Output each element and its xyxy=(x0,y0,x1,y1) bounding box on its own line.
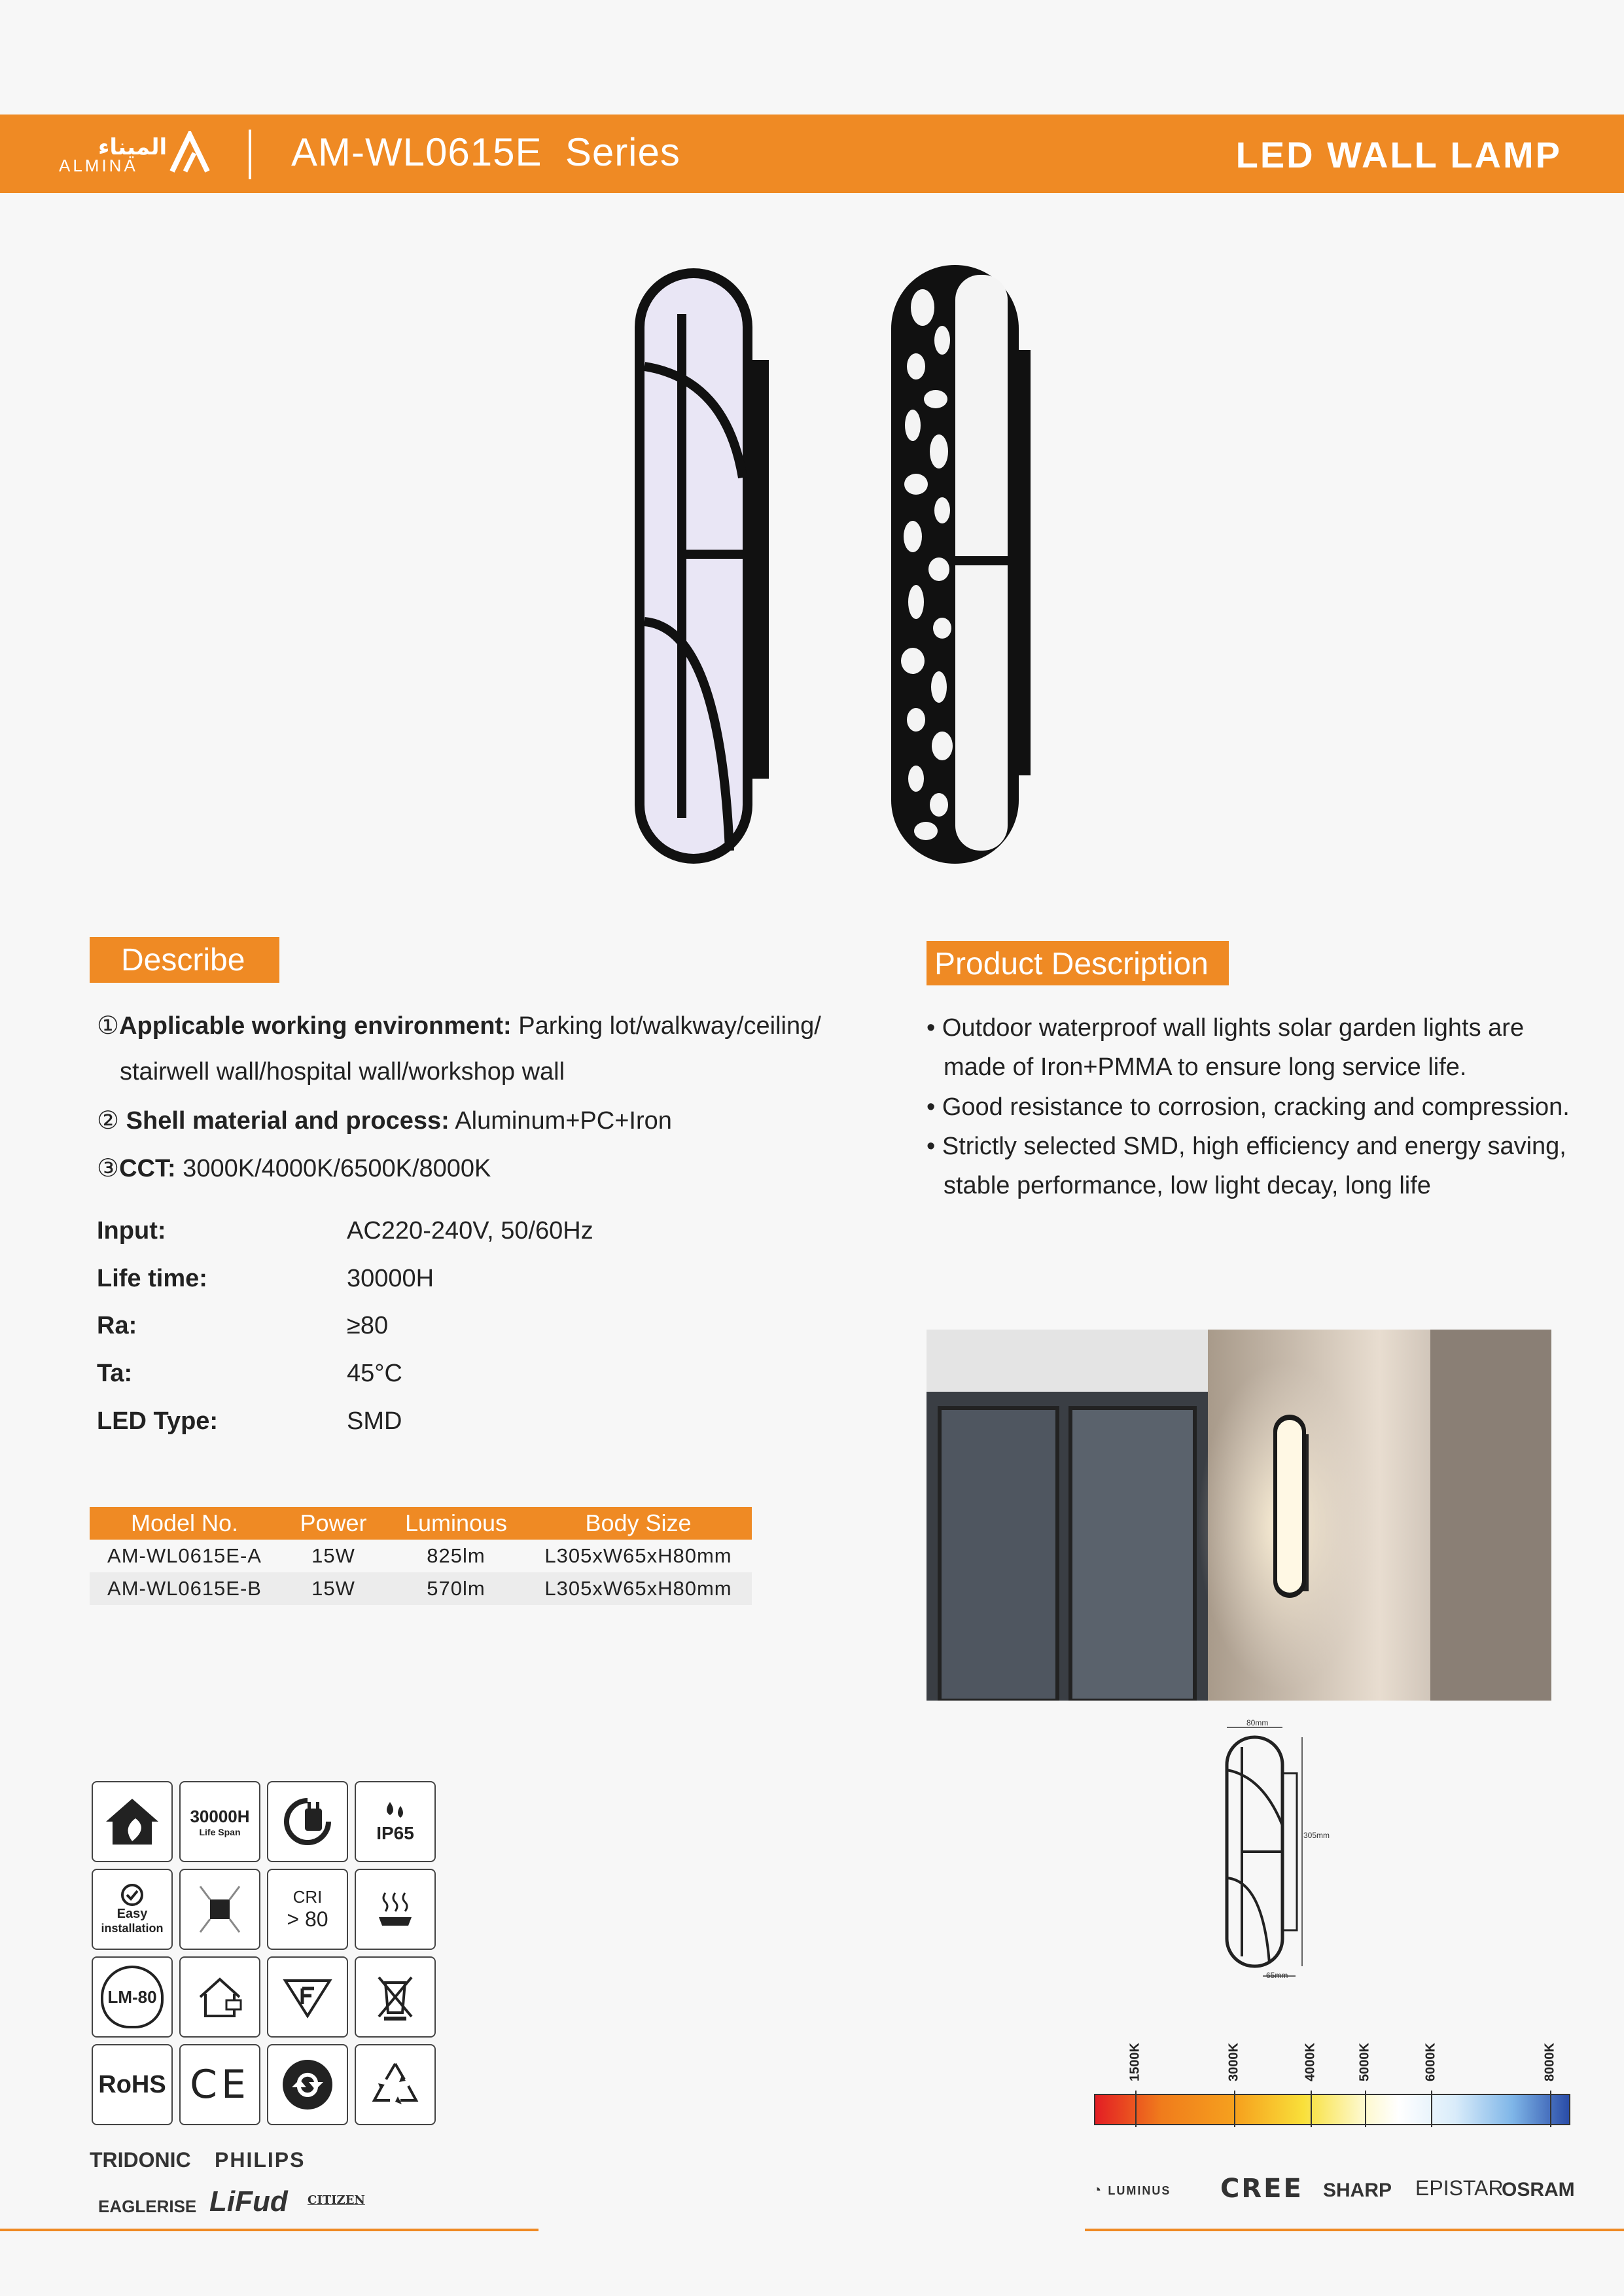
cct-tick-label: 5000K xyxy=(1357,2043,1372,2081)
model-table xyxy=(90,1507,752,1605)
table-cell: L305xW65xH80mm xyxy=(544,1544,732,1567)
lm80-label: LM-80 xyxy=(101,1966,164,2028)
bottom-line-left xyxy=(0,2229,538,2231)
cct-color-bar xyxy=(1094,2094,1570,2125)
product-desc-line: • Outdoor waterproof wall lights solar garden lights are xyxy=(927,1014,1525,1042)
table-header: Power xyxy=(279,1507,387,1540)
installation-label: installation xyxy=(101,1922,164,1935)
dim-length: 305mm xyxy=(1303,1831,1330,1840)
cct-tick-label: 8000K xyxy=(1542,2043,1557,2081)
describe-item-1: ①Applicable working environment: Parking lot/walkway/ceiling/ xyxy=(97,1012,821,1040)
bottom-line-right xyxy=(1085,2229,1624,2231)
cct-tick-label: 3000K xyxy=(1226,2043,1241,2081)
spec-value: 30000H xyxy=(347,1265,434,1292)
lamp-b-image xyxy=(877,262,1073,870)
cct-tick-line xyxy=(1431,2091,1432,2127)
logo-latin: ALMINA xyxy=(59,156,138,175)
feature-icons-grid xyxy=(92,1781,436,2125)
rohs-icon xyxy=(92,2044,173,2125)
table-cell: L305xW65xH80mm xyxy=(525,1572,752,1605)
describe-item-1b: stairwell wall/hospital wall/workshop wall xyxy=(120,1058,565,1086)
ip65-icon xyxy=(355,1781,436,1862)
brand-epistar: EPISTAR xyxy=(1415,2176,1504,2200)
cri-label: CRI xyxy=(292,1887,323,1907)
table-cell: AM-WL0615E-B xyxy=(90,1572,279,1605)
weee-bin-icon xyxy=(355,1956,436,2038)
lamp-a-image xyxy=(622,262,805,870)
recycle-triangle-icon xyxy=(355,2044,436,2125)
ip-rating: IP65 xyxy=(376,1823,414,1843)
product-description-label: Product Description xyxy=(927,941,1229,985)
brand-citizen: CITIZEN xyxy=(308,2193,365,2207)
brand-cree: CREE xyxy=(1220,2174,1303,2204)
rohs-label: RoHS xyxy=(98,2070,166,2098)
dim-width: 80mm xyxy=(1246,1718,1269,1727)
f-mark-icon xyxy=(267,1956,348,2038)
category-title: LED WALL LAMP xyxy=(1235,134,1562,175)
product-desc-line: • Strictly selected SMD, high efficiency and energy saving, xyxy=(927,1133,1566,1160)
spec-value: ≥80 xyxy=(347,1312,389,1339)
spec-value: SMD xyxy=(347,1407,402,1435)
product-desc-line: • Good resistance to corrosion, cracking and compression. xyxy=(927,1093,1570,1121)
brand-philips: PHILIPS xyxy=(215,2148,306,2172)
brand-sharp: SHARP xyxy=(1323,2180,1392,2201)
indoor-house-icon xyxy=(179,1956,260,2038)
cct-tick-label: 6000K xyxy=(1423,2043,1438,2081)
table-cell: 825lm xyxy=(427,1544,485,1567)
cct-tick-line xyxy=(1365,2091,1366,2127)
lifespan-text: Life Span xyxy=(199,1826,241,1837)
product-desc-line: made of Iron+PMMA to ensure long service life. xyxy=(944,1053,1467,1081)
product-desc-line: stable performance, low light decay, long life xyxy=(944,1172,1431,1199)
cct-tick-line xyxy=(1550,2091,1551,2127)
spec-key: Life time: xyxy=(97,1265,207,1292)
describe-item-2: ② Shell material and process: Aluminum+PC+Iron xyxy=(97,1107,672,1135)
spec-key: Ta: xyxy=(97,1360,133,1387)
recycle-circle-icon xyxy=(267,2044,348,2125)
cct-tick-line xyxy=(1135,2091,1137,2127)
brand-lifud: LiFud xyxy=(209,2185,288,2217)
spec-value: 45°C xyxy=(347,1360,402,1387)
home-leaf-icon xyxy=(92,1781,173,1862)
brand-luminus: ◔ LUMINUS xyxy=(1093,2181,1171,2198)
spec-value: AC220-240V, 50/60Hz xyxy=(347,1217,593,1245)
brand-osram: OSRAM xyxy=(1502,2179,1575,2200)
table-cell: 570lm xyxy=(387,1572,525,1605)
cct-tick-line xyxy=(1234,2091,1235,2127)
table-header-row xyxy=(90,1507,752,1540)
spec-key: LED Type: xyxy=(97,1407,219,1435)
easy-label: Easy xyxy=(116,1907,148,1921)
installation-photo xyxy=(927,1330,1551,1701)
easy-installation-icon xyxy=(92,1869,173,1950)
cri-icon xyxy=(267,1869,348,1950)
up-down-light-icon xyxy=(179,1869,260,1950)
table-header: Model No. xyxy=(90,1507,279,1540)
lifespan-number: 30000H xyxy=(190,1806,250,1826)
table-cell: AM-WL0615E-A xyxy=(107,1544,262,1567)
spec-key: Input: xyxy=(97,1217,166,1245)
spec-key: Ra: xyxy=(97,1312,137,1339)
ce-icon xyxy=(179,2044,260,2125)
cct-tick-label: 4000K xyxy=(1303,2043,1318,2081)
brand-tridonic: TRIDONIC xyxy=(90,2148,191,2172)
series-title: AM-WL0615E Series xyxy=(291,130,680,174)
lifespan-icon xyxy=(179,1781,260,1862)
ce-label: CE xyxy=(190,2062,250,2108)
table-row xyxy=(90,1540,752,1572)
cri-value: > 80 xyxy=(287,1907,328,1931)
table-row xyxy=(90,1572,752,1605)
lm80-icon xyxy=(92,1956,173,2038)
describe-label: Describe xyxy=(90,937,279,983)
brand-eaglerise: EAGLERISE xyxy=(98,2197,197,2216)
dim-depth: 65mm xyxy=(1266,1971,1288,1980)
logo-a-icon xyxy=(167,131,213,177)
table-cell: 15W xyxy=(311,1544,355,1567)
dimension-drawing xyxy=(1210,1714,1341,1989)
cct-tick-label: 1500K xyxy=(1127,2043,1142,2081)
header-separator xyxy=(249,130,251,179)
table-header: Body Size xyxy=(525,1507,752,1540)
logo-arabic: الميناء xyxy=(98,135,168,160)
cct-tick-line xyxy=(1311,2091,1312,2127)
describe-item-3: ③CCT: 3000K/4000K/6500K/8000K xyxy=(97,1155,491,1182)
table-cell: 15W xyxy=(279,1572,387,1605)
table-header: Luminous xyxy=(387,1507,525,1540)
heat-dissipation-icon xyxy=(355,1869,436,1950)
energy-saving-icon xyxy=(267,1781,348,1862)
